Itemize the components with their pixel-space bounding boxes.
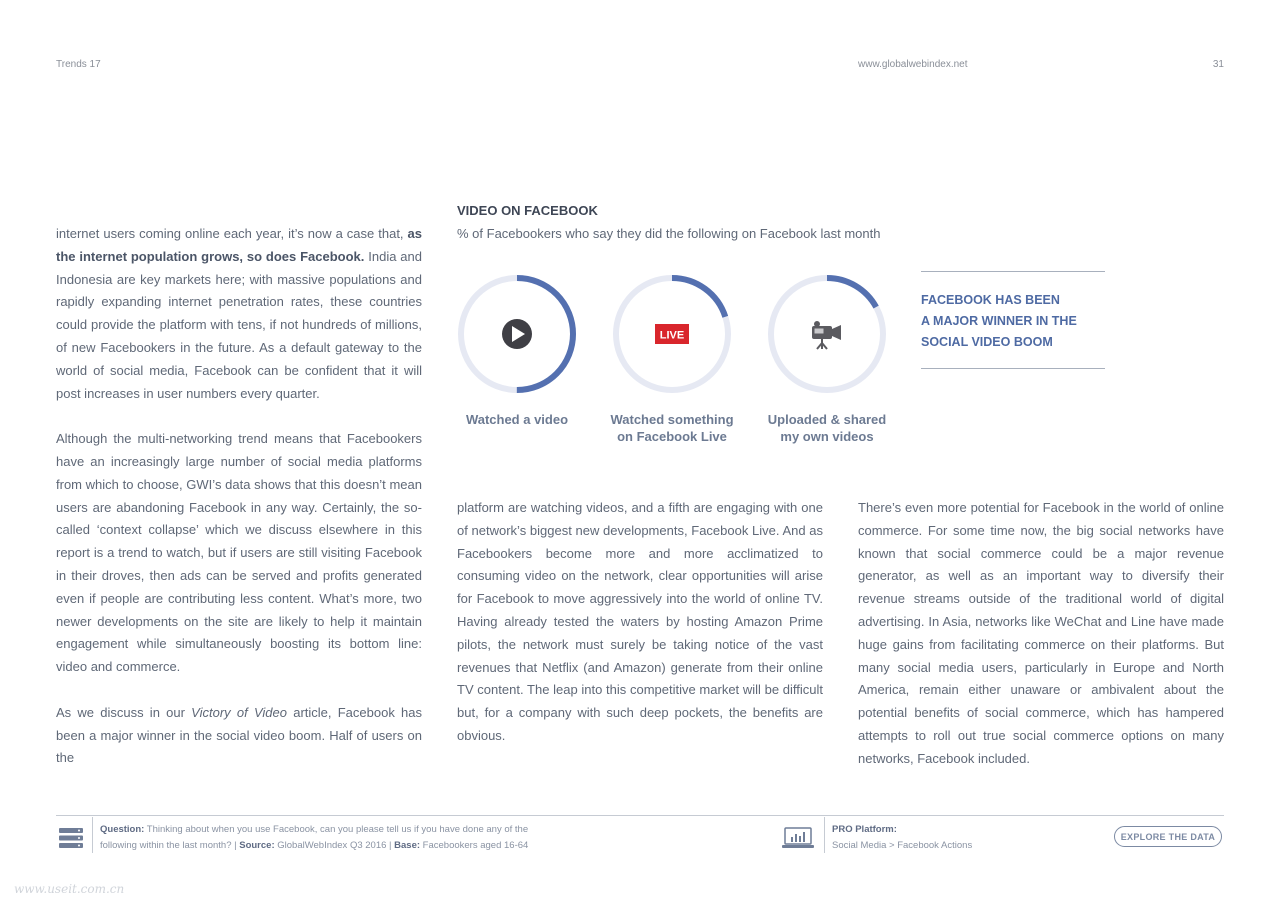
pro-platform-note bbox=[832, 822, 972, 854]
paragraph-3-end: article, Facebook has been a major winner in the social video boom. Half of users on the bbox=[56, 704, 422, 766]
question-text-2: following within the last month? | bbox=[100, 840, 240, 851]
body-column-2 bbox=[457, 497, 823, 748]
report-name: Trends 17 bbox=[56, 59, 101, 70]
footer-divider bbox=[92, 817, 93, 853]
callout-line-2: A MAJOR WINNER IN THE bbox=[921, 314, 1077, 328]
question-label: Question: bbox=[100, 824, 145, 835]
website-url[interactable]: www.globalwebindex.net bbox=[858, 59, 968, 70]
donut-label-line: Watched something bbox=[610, 412, 734, 427]
pro-platform-path[interactable]: Social Media > Facebook Actions bbox=[832, 840, 973, 851]
donut-label-line: on Facebook Live bbox=[617, 429, 727, 444]
donut-watched-video bbox=[456, 273, 578, 395]
laptop-chart-icon bbox=[782, 827, 814, 849]
callout-line-3: SOCIAL VIDEO BOOM bbox=[921, 335, 1053, 349]
emphasis-text: as the internet population grows, so does Facebook. bbox=[56, 226, 422, 264]
pro-platform-label: PRO Platform: bbox=[832, 824, 897, 835]
donut-label-watched-live bbox=[592, 411, 752, 445]
video-camera-icon bbox=[812, 321, 841, 349]
body-column-3 bbox=[858, 497, 1224, 771]
donut-label-line: Watched a video bbox=[465, 412, 569, 427]
footer-source-note bbox=[100, 822, 620, 854]
body-column-1 bbox=[56, 223, 422, 770]
live-badge-text: LIVE bbox=[659, 329, 685, 342]
play-icon bbox=[502, 319, 532, 349]
paragraph-1-text: internet users coming online each year, it’s now a case that, bbox=[56, 226, 408, 241]
callout-quote bbox=[921, 290, 1121, 353]
explore-data-button[interactable]: EXPLORE THE DATA bbox=[1114, 826, 1222, 847]
callout-bottom-rule bbox=[921, 368, 1105, 369]
live-badge-icon bbox=[655, 324, 689, 344]
paragraph-2: Although the multi-networking trend means that Facebookers have an increasingly large number of social media platforms from which to choose, GWI’s data shows that this doesn’t mean users are abandoning Facebook in any way. Certainly, the so-called ‘context collapse’ which we discuss elsewhere in this report is a trend to watch, but if users are still visiting Facebook in their droves, then ads can be served and profits generated even if people are contributing less content. What’s more, two newer developments on the site are likely to help it maintain engagement while simultaneously boosting its bottom line: video and commerce. bbox=[56, 431, 422, 675]
footer-divider bbox=[824, 817, 825, 853]
footer-rule bbox=[56, 815, 1224, 816]
article-reference: Victory of Video bbox=[191, 704, 287, 720]
question-text: Thinking about when you use Facebook, can you please tell us if you have done any of the bbox=[144, 824, 529, 835]
paragraph-col2: platform are watching videos, and a fifth are engaging with one of network’s biggest new developments, Facebook Live. And as Facebookers become more and more acclimatized to consuming video on the network, clear opportunities will arise for Facebook to move aggressively into the world of online TV. Having already tested the waters by hosting Amazon Prime pilots, the network must surely be taking notice of the vast revenues that Netflix (and Amazon) generate from their online TV content. The leap into this competitive market will be difficult but, for a company with such deep pockets, the benefits are obvious. bbox=[457, 500, 823, 743]
source-label: Source: bbox=[239, 840, 275, 851]
paragraph-1-text: India and Indonesia are key markets here; with massive populations and rapidly expanding internet penetration rates, these countries could provide the platform with tens, if not hundreds of millions, of new Facebookers in the future. As a default gateway to the world of social media, Facebook can be confident that it will post increases in user numbers every quarter. bbox=[56, 248, 422, 401]
donut-label-line: my own videos bbox=[780, 429, 874, 444]
donut-label-line: Uploaded & shared bbox=[767, 412, 887, 427]
page-number: 31 bbox=[1212, 59, 1224, 70]
watermark: www.useit.com.cn bbox=[14, 882, 125, 896]
donut-watched-live bbox=[611, 273, 733, 395]
donut-label-uploaded-videos bbox=[747, 411, 907, 445]
base-text: Facebookers aged 16-64 bbox=[420, 840, 529, 851]
base-label: Base: bbox=[394, 840, 421, 851]
chart-title: VIDEO ON FACEBOOK bbox=[457, 203, 598, 218]
database-icon bbox=[59, 828, 83, 848]
paragraph-1 bbox=[56, 223, 422, 405]
paragraph-col3: There’s even more potential for Facebook in the world of online commerce. For some time now, the big social networks have known that social commerce could be a major revenue generator, as well as an important way to diversify their revenue streams outside of the traditional world of digital advertising. In Asia, networks like WeChat and Line have made huge gains from facilitating commerce on their platforms. But many social media users, particularly in Europe and North America, remain either unaware or ambivalent about the potential benefits of social commerce, which has hampered attempts to roll out true social commerce options on many networks, Facebook included. bbox=[858, 500, 1224, 766]
donut-uploaded-videos bbox=[766, 273, 888, 395]
paragraph-3 bbox=[56, 702, 422, 770]
callout-top-rule bbox=[921, 271, 1105, 272]
source-text: GlobalWebIndex Q3 2016 | bbox=[274, 840, 395, 851]
donut-label-watched-video bbox=[437, 411, 597, 428]
callout-line-1: FACEBOOK HAS BEEN bbox=[921, 293, 1060, 307]
chart-subtitle: % of Facebookers who say they did the following on Facebook last month bbox=[457, 226, 881, 241]
paragraph-3-start: As we discuss in our bbox=[56, 704, 192, 720]
